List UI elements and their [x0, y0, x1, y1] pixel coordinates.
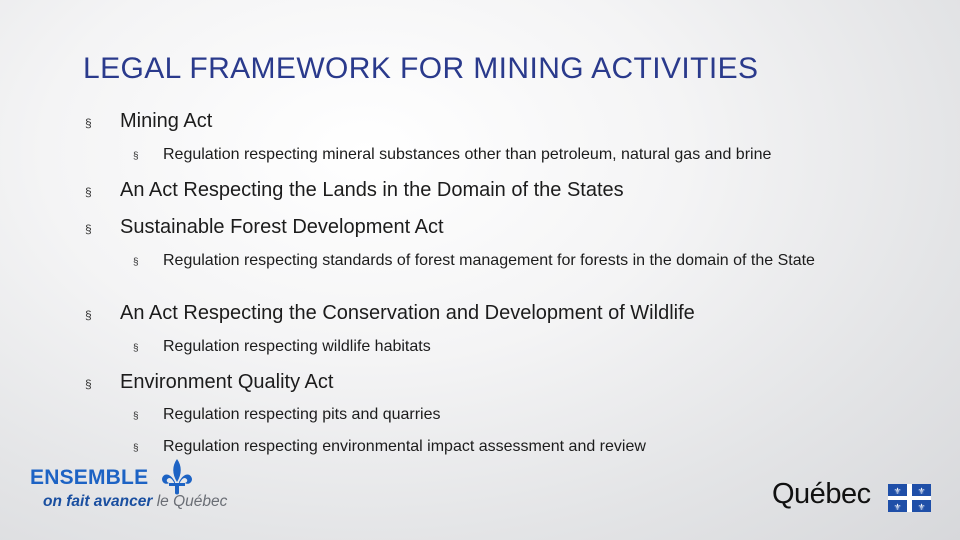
bullet-text: Mining Act — [120, 110, 213, 132]
ensemble-wordmark: ENSEMBLE — [30, 466, 149, 489]
bullet-marker: § — [133, 411, 139, 422]
tagline-part-1: on fait avancer — [43, 493, 153, 510]
bullet-text: Regulation respecting environmental impact assessment and review — [163, 438, 646, 455]
bullet-marker: § — [85, 116, 92, 130]
bullet-marker: § — [85, 377, 92, 391]
bullet-marker: § — [85, 185, 92, 199]
bullet-text: Regulation respecting mineral substances other than petroleum, natural gas and brine — [163, 146, 772, 163]
quebec-logo — [772, 478, 932, 518]
svg-text:⚜: ⚜ — [893, 503, 902, 512]
ensemble-tagline — [43, 493, 227, 511]
quebec-wordmark: Québec — [772, 478, 871, 510]
bullet-item — [85, 110, 212, 133]
bullet-marker: § — [133, 257, 139, 268]
slide-title: LEGAL FRAMEWORK FOR MINING ACTIVITIES — [83, 52, 759, 85]
svg-text:⚜: ⚜ — [917, 503, 926, 512]
bullet-text: Regulation respecting pits and quarries — [163, 406, 441, 423]
bullet-marker: § — [85, 308, 92, 322]
sub-bullet-item — [133, 438, 646, 456]
bullet-item — [85, 216, 444, 239]
bullet-text: An Act Respecting the Conservation and Development of Wildlife — [120, 302, 695, 324]
ensemble-logo — [30, 462, 250, 518]
quebec-flag-icon — [888, 484, 931, 512]
bullet-text: Sustainable Forest Development Act — [120, 216, 444, 238]
fleur-de-lis-icon — [160, 458, 194, 498]
bullet-marker: § — [133, 443, 139, 454]
bullet-marker: § — [133, 343, 139, 354]
bullet-text: An Act Respecting the Lands in the Domain of the States — [120, 179, 624, 201]
bullet-item — [85, 179, 624, 202]
svg-text:⚜: ⚜ — [893, 487, 902, 497]
bullet-item — [85, 302, 695, 325]
tagline-part-2: le Québec — [156, 493, 228, 510]
bullet-text: Regulation respecting standards of forest management for forests in the domain of the State — [163, 252, 815, 269]
sub-bullet-item — [133, 406, 441, 424]
bullet-marker: § — [85, 222, 92, 236]
svg-text:⚜: ⚜ — [917, 487, 926, 497]
bullet-marker: § — [133, 151, 139, 162]
bullet-text: Environment Quality Act — [120, 371, 334, 393]
bullet-item — [85, 371, 333, 394]
bullet-text: Regulation respecting wildlife habitats — [163, 338, 431, 355]
sub-bullet-item — [133, 338, 431, 356]
sub-bullet-item — [133, 252, 815, 270]
sub-bullet-item — [133, 146, 771, 164]
